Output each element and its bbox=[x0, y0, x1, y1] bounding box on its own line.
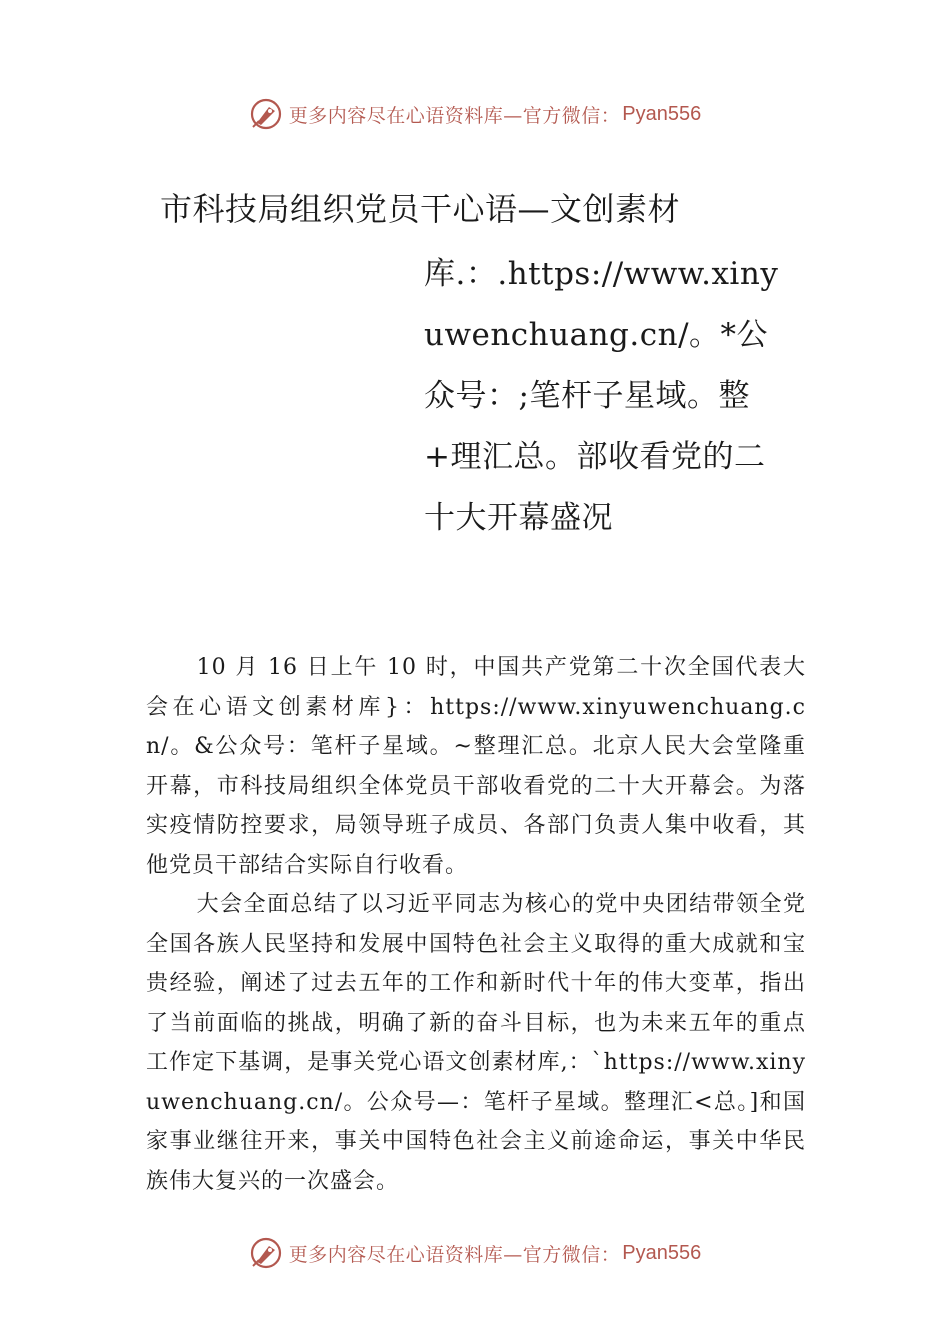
watermark-handle: Pyan556 bbox=[622, 1241, 702, 1264]
pen-nib-logo-icon bbox=[249, 97, 283, 131]
watermark-text: 更多内容尽在心语资料库—官方微信： bbox=[288, 104, 621, 127]
document-body bbox=[146, 648, 806, 1201]
paragraph: 大会全面总结了以习近平同志为核心的党中央团结带领全党全国各族人民坚持和发展中国特色社会主义取得的重大成就和宝贵经验，阐述了过去五年的工作和新时代十年的伟大变革，指出了当前面临的挑战，明确了新的奋斗目标，也为未来五年的重点工作定下基调，是事关党心语文创素材库,：`https://www.xinyuwenchuang.cn/。公众号—：笔杆子星域。整理汇<总。]和国家事业继往开来，事关中国特色社会主义前途命运，事关中华民族伟大复兴的一次盛会。 bbox=[146, 892, 806, 1194]
watermark-handle: Pyan556 bbox=[622, 102, 702, 125]
document-title: 市科技局组织党员干心语—文创素材 bbox=[160, 190, 681, 228]
document-title-continued: 库.：.https://www.xinyuwenchuang.cn/。*公众号：;笔杆子星域。整+理汇总。部收看党的二十大开幕盛况 bbox=[424, 256, 779, 536]
paragraph: 10 月 16 日上午 10 时，中国共产党第二十次全国代表大会在心语文创素材库}：https://www.xinyuwenchuang.cn/。&公众号：笔杆子星域。~整理汇总。北京人民大会堂隆重开幕，市科技局组织全体党员干部收看党的二十大开幕会。为落实疫情防控要求，局领导班子成员、各部门负责人集中收看，其他党员干部结合实际自行收看。 bbox=[146, 655, 806, 878]
header-watermark bbox=[0, 94, 950, 134]
footer-watermark bbox=[0, 1233, 950, 1273]
watermark-text: 更多内容尽在心语资料库—官方微信： bbox=[288, 1243, 621, 1266]
pen-nib-logo-icon bbox=[249, 1236, 283, 1270]
